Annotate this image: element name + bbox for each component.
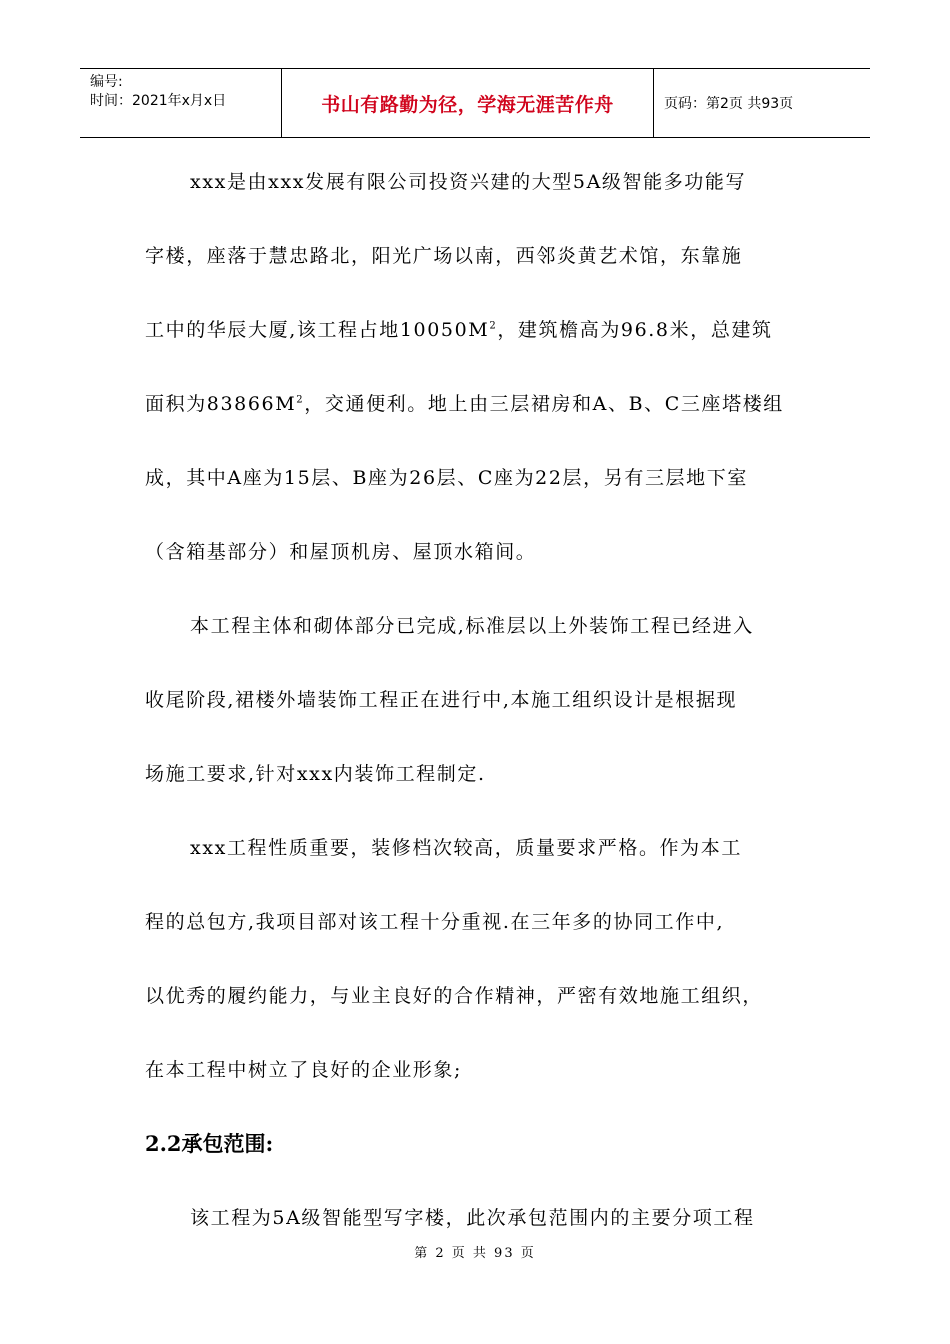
header-meta: [80, 69, 282, 137]
page-header: [80, 68, 870, 138]
body-line: 场施工要求,针对xxx内装饰工程制定.: [145, 763, 486, 785]
body-text: ，交通便利。地上由三层裙房和A、B、C三座塔楼组: [304, 393, 784, 415]
superscript: 2: [489, 320, 498, 332]
body-line: 以优秀的履约能力，与业主良好的合作精神，严密有效地施工组织，: [145, 985, 764, 1007]
body-line: 本工程主体和砌体部分已完成,标准层以上外装饰工程已经进入: [190, 615, 754, 637]
body-text: 工中的华辰大厦,该工程占地10050M: [145, 319, 490, 341]
superscript: 2: [296, 394, 305, 406]
header-page-number: 页码：第2页 共93页: [664, 96, 794, 112]
body-line: （含箱基部分）和屋顶机房、屋顶水箱间。: [145, 541, 537, 563]
body-line: xxx是由xxx发展有限公司投资兴建的大型5A级智能多功能写: [190, 171, 747, 193]
header-motto-cell: [282, 69, 654, 137]
header-page-cell: [654, 69, 870, 137]
header-motto: 书山有路勤为径，学海无涯苦作舟: [321, 93, 614, 116]
page-footer: 第 2 页 共 93 页: [414, 1246, 536, 1261]
document-date-label: 时间：2021年x月x日: [90, 93, 227, 109]
body-line: xxx工程性质重要，装修档次较高，质量要求严格。作为本工: [190, 837, 742, 859]
document-number-label: 编号:: [90, 74, 123, 90]
body-line: 字楼，座落于慧忠路北，阳光广场以南，西邻炎黄艺术馆，东靠施: [145, 245, 743, 267]
document-body: [145, 145, 810, 1255]
body-line: [145, 367, 810, 441]
body-line: [145, 293, 810, 367]
body-text: ，建筑檐高为96.8米，总建筑: [497, 319, 773, 341]
body-line: 收尾阶段,裙楼外墙装饰工程正在进行中,本施工组织设计是根据现: [145, 689, 738, 711]
body-line: 成，其中A座为15层、B座为26层、C座为22层，另有三层地下室: [145, 467, 748, 489]
body-line: 在本工程中树立了良好的企业形象;: [145, 1059, 463, 1081]
body-line: 该工程为5A级智能型写字楼，此次承包范围内的主要分项工程: [190, 1207, 755, 1229]
body-line: 程的总包方,我项目部对该工程十分重视.在三年多的协同工作中,: [145, 911, 725, 933]
body-text: 面积为83866M: [145, 393, 297, 415]
section-heading: 2.2承包范围:: [145, 1131, 274, 1156]
